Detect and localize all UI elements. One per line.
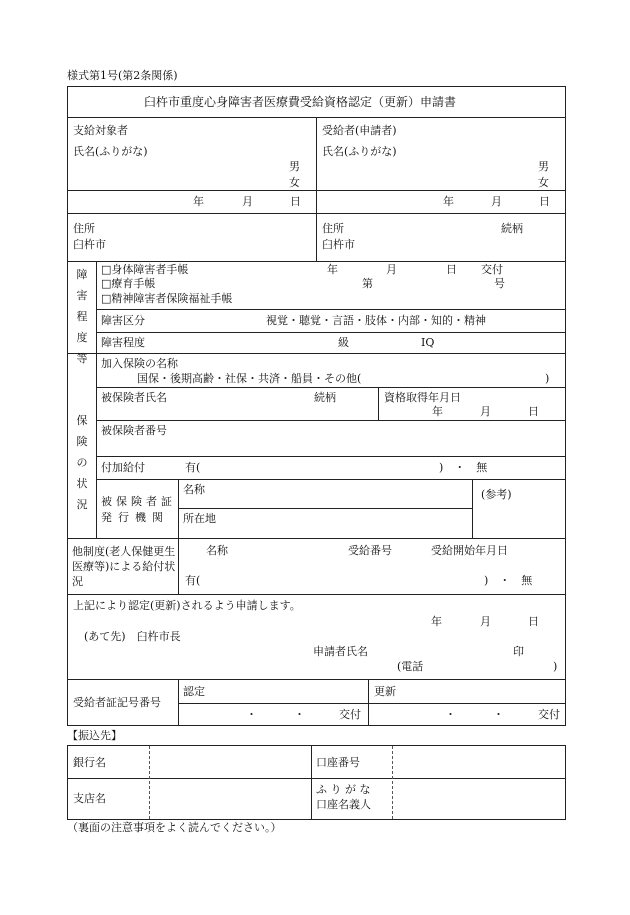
other-system-none: ) ・ 無 [484, 574, 533, 587]
issuer-label-line1: 被保険者証 [101, 495, 176, 508]
issuer-label-line2: 発行機関 [101, 511, 169, 524]
recipient-relation-label: 続柄 [501, 222, 523, 235]
disability-grade: 級 [338, 336, 349, 349]
insured-number-label: 被保険者番号 [101, 424, 167, 437]
disability-item-mental: □精神障害者保険福祉手帳 [101, 292, 233, 305]
phone-label: (電話 [397, 660, 424, 673]
recipient-female: 女 [538, 176, 549, 189]
subject-address-city: 臼杵市 [73, 238, 106, 251]
disability-day: 日 [446, 263, 457, 276]
bank-name-label: 銀行名 [73, 756, 106, 769]
qualified-date-label: 資格取得年月日 [384, 391, 461, 404]
subject-address-label: 住所 [73, 222, 95, 235]
renewal-issued: 交付 [538, 708, 560, 721]
disability-side-label: 障害程度等 [76, 268, 88, 365]
recipient-birth-year: 年 [443, 195, 454, 208]
declaration-year: 年 [431, 615, 442, 628]
disability-year: 年 [327, 263, 338, 276]
certificate-approval-label: 認定 [183, 685, 205, 698]
account-holder-label: 口座名義人 [316, 798, 371, 811]
certificate-number-label: 受給者証記号番号 [73, 696, 161, 709]
subject-male: 男 [289, 160, 300, 173]
account-number-label: 口座番号 [316, 756, 360, 769]
qualified-year: 年 [432, 405, 443, 418]
disability-degree-label: 障害程度 [101, 336, 145, 349]
additional-benefit-none: ) ・ 無 [439, 461, 488, 474]
certificate-renewal-label: 更新 [374, 685, 396, 698]
issuer-name-label: 名称 [183, 483, 205, 496]
form-title: 臼杵市重度心身障害者医療費受給資格認定（更新）申請書 [144, 95, 457, 109]
transfer-heading: 【振込先】 [67, 729, 122, 742]
other-system-recipient-number: 受給番号 [348, 544, 392, 557]
disability-number-dai: 第 [362, 277, 373, 290]
qualified-day: 日 [528, 405, 539, 418]
furigana-label: ふ り が な [316, 783, 371, 796]
branch-name-label: 支店名 [73, 792, 106, 805]
recipient-address-label: 住所 [322, 222, 344, 235]
declaration-day: 日 [528, 615, 539, 628]
subject-female: 女 [289, 176, 300, 189]
renewal-dot-2: ・ [493, 708, 504, 721]
subject-heading: 支給対象者 [73, 124, 128, 137]
seal-label: 印 [513, 645, 524, 658]
disability-item-rehabilitation: □療育手帳 [101, 277, 156, 290]
disability-category-label: 障害区分 [101, 314, 145, 327]
other-system-name: 名称 [206, 544, 228, 557]
recipient-birth-day: 日 [539, 195, 550, 208]
footer-note: （裏面の注意事項をよく読んでください。） [67, 821, 282, 834]
disability-iq: IQ [421, 336, 435, 349]
approval-issued: 交付 [339, 708, 361, 721]
disability-item-physical: □身体障害者手帳 [101, 263, 189, 276]
issuer-address-label: 所在地 [183, 512, 216, 525]
insured-relation-label: 続柄 [314, 391, 336, 404]
subject-birth-month: 月 [242, 195, 253, 208]
subject-birth-year: 年 [193, 195, 204, 208]
disability-category-options: 視覚・聴覚・言語・肢体・内部・知的・精神 [266, 314, 486, 327]
disability-month: 月 [386, 263, 397, 276]
recipient-name-label: 氏名(ふりがな) [322, 145, 397, 158]
disability-number-go: 号 [494, 277, 505, 290]
insurance-side-label: 保険の状況 [76, 414, 88, 511]
declaration-addressee: (あて先) 臼杵市長 [84, 630, 181, 643]
disability-issued: 交付 [481, 263, 503, 276]
subject-name-label: 氏名(ふりがな) [73, 145, 148, 158]
renewal-dot-1: ・ [445, 708, 456, 721]
recipient-male: 男 [538, 160, 549, 173]
other-system-label: 他制度(老人保健更生医療等)による給付状況 [72, 545, 176, 588]
reference-label: (参考) [481, 488, 512, 501]
approval-dot-1: ・ [246, 708, 257, 721]
approval-dot-2: ・ [294, 708, 305, 721]
insured-name-label: 被保険者氏名 [101, 391, 167, 404]
declaration-month: 月 [480, 615, 491, 628]
recipient-heading: 受給者(申請者) [322, 124, 397, 137]
applicant-name-label: 申請者氏名 [313, 645, 368, 658]
additional-benefit-label: 付加給付 [101, 461, 145, 474]
qualified-month: 月 [480, 405, 491, 418]
other-system-yes: 有( [185, 574, 201, 587]
other-system-start-date: 受給開始年月日 [431, 544, 508, 557]
declaration-text: 上記により認定(更新)されるよう申請します。 [73, 599, 301, 612]
additional-benefit-yes: 有( [185, 461, 201, 474]
recipient-birth-month: 月 [491, 195, 502, 208]
recipient-address-city: 臼杵市 [322, 238, 355, 251]
form-number: 様式第1号(第2条関係) [67, 69, 178, 82]
subject-birth-day: 日 [290, 195, 301, 208]
insurance-name-close-paren: ) [545, 372, 550, 385]
phone-close-paren: ) [553, 660, 558, 673]
insurance-name-label: 加入保険の名称 [101, 357, 178, 370]
insurance-name-options: 国保・後期高齢・社保・共済・船員・その他( [137, 372, 362, 385]
